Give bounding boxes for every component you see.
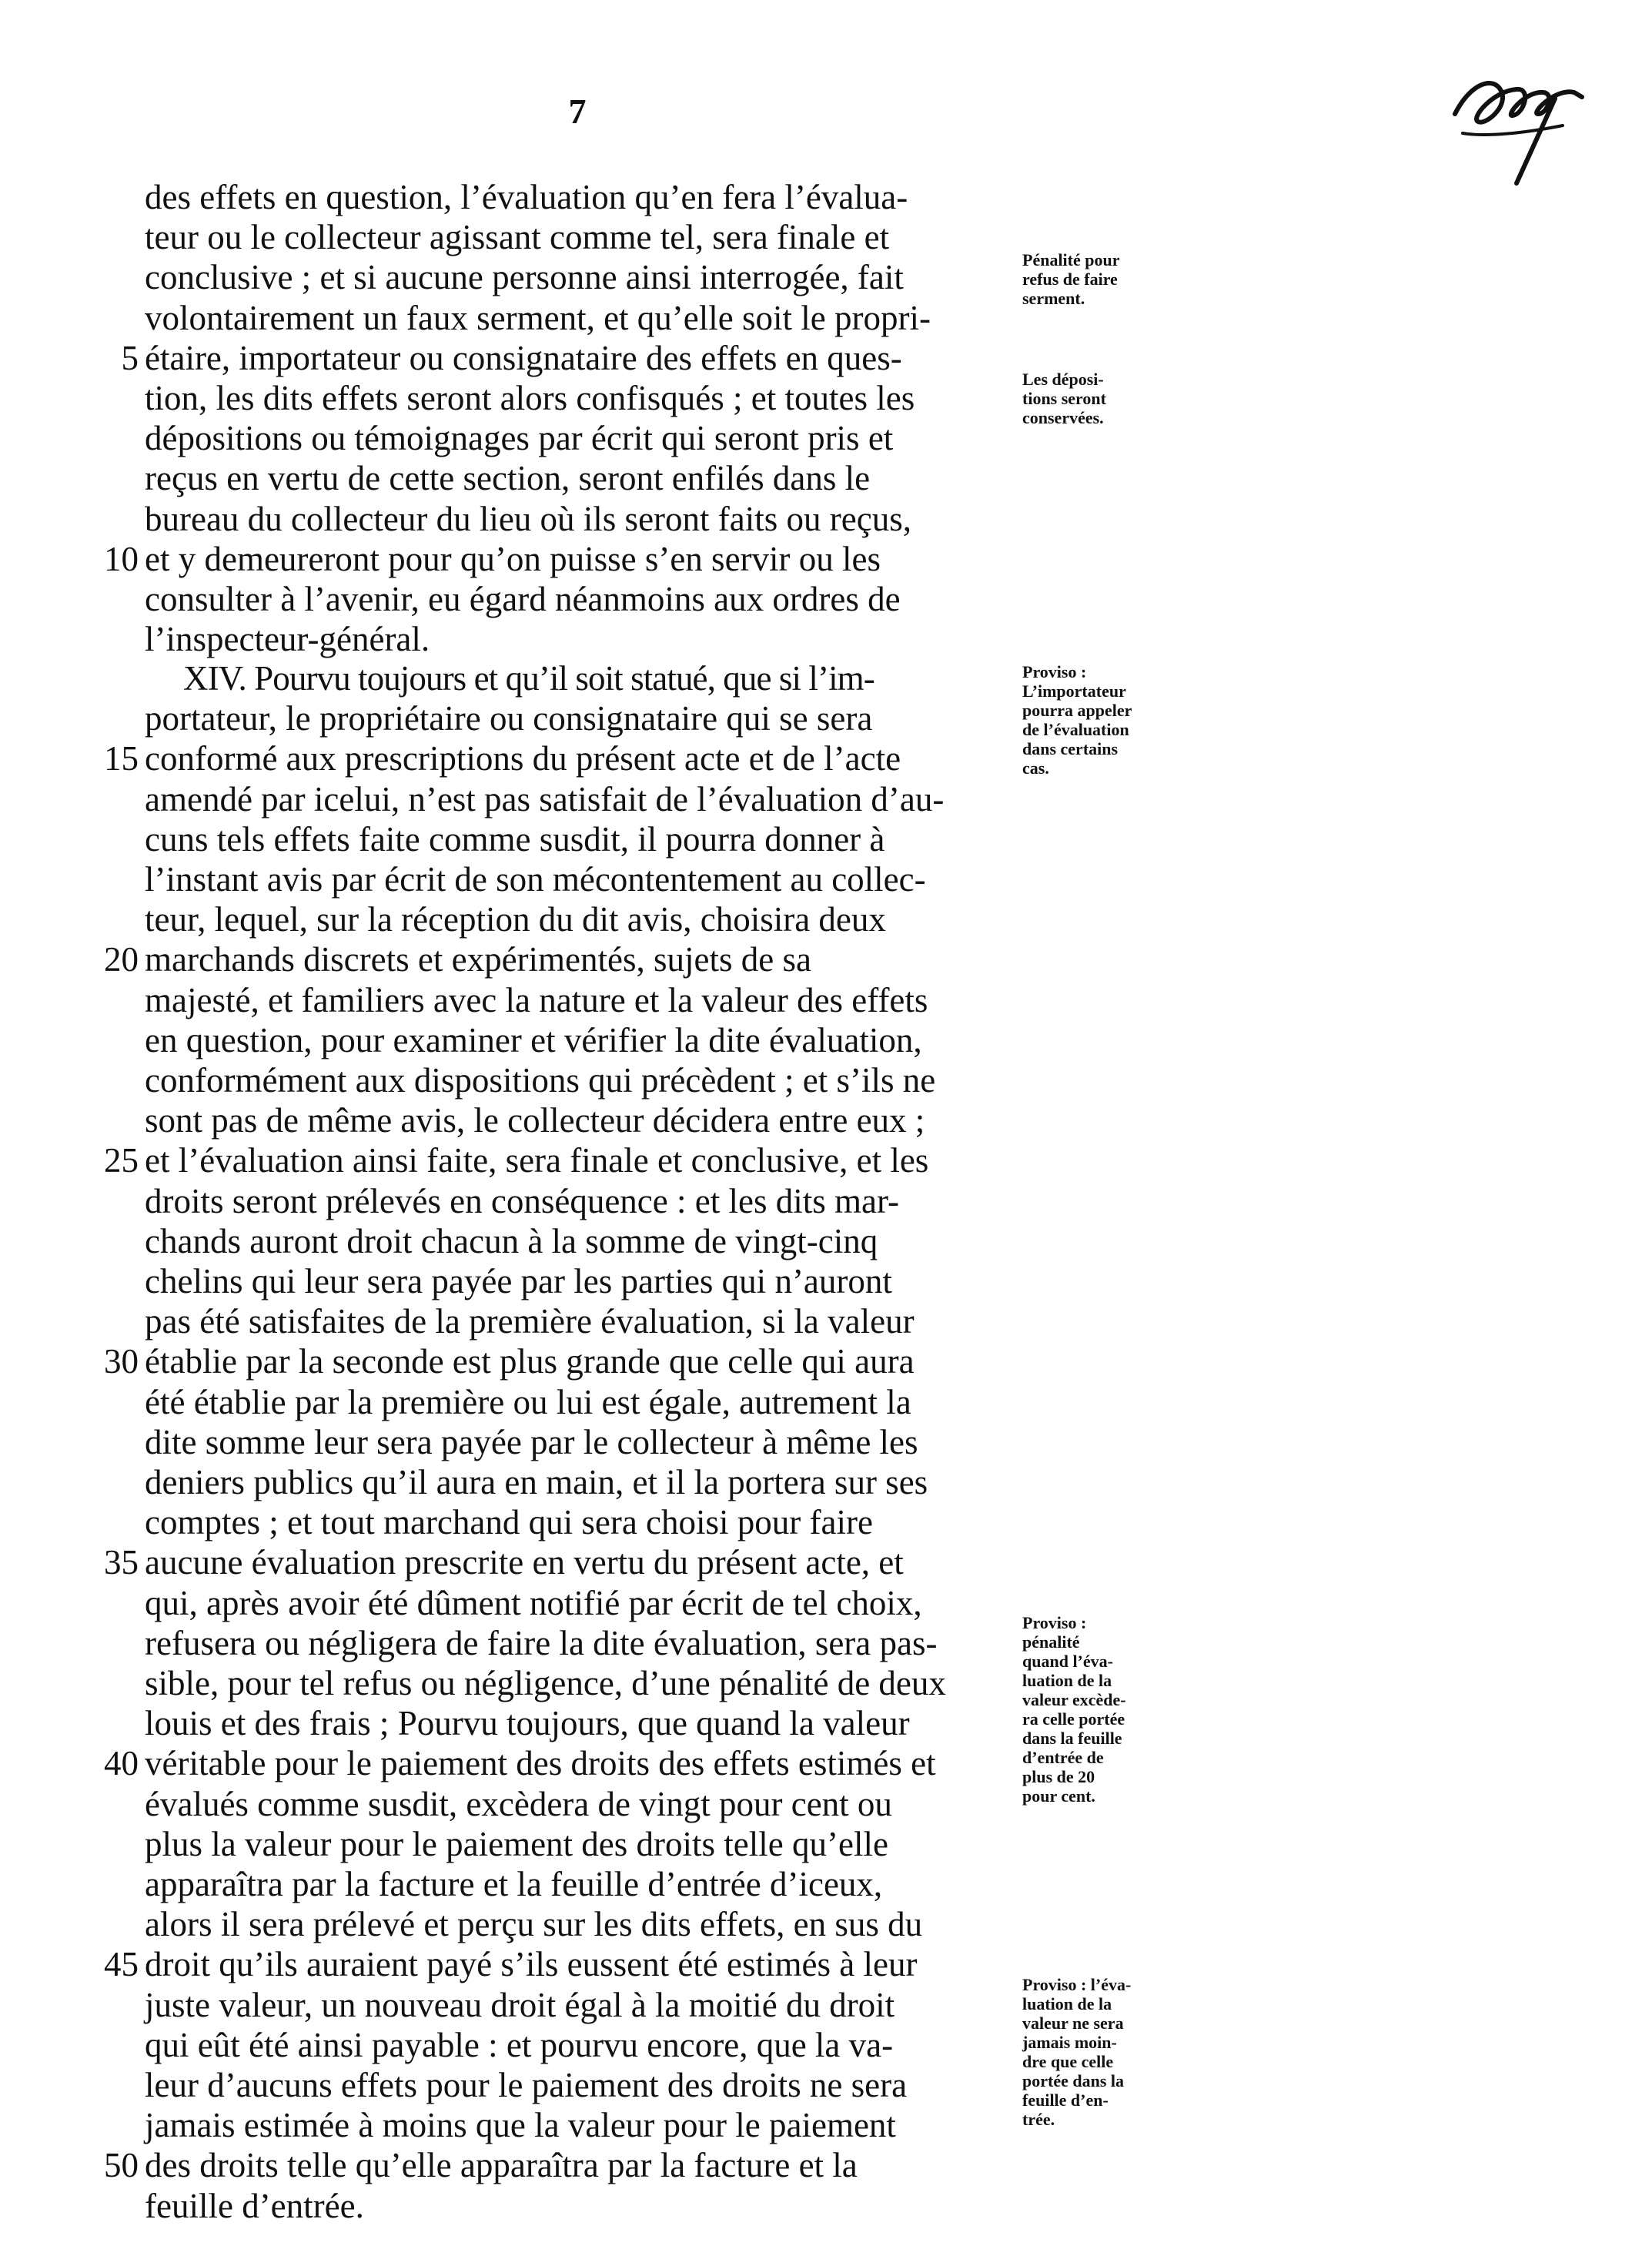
line-number <box>54 1060 139 1100</box>
marginal-note <box>1022 1613 1169 1806</box>
text-line: dépositions ou témoignages par écrit qui seront pris et <box>145 419 894 458</box>
text-line: XIV. Pourvu toujours et qu’il soit statué, que si l’im- <box>183 659 874 698</box>
text-line: reçus en vertu de cette section, seront enfilés dans le <box>145 459 871 498</box>
text-line: conformément aux dispositions qui précèdent ; et s’ils ne <box>145 1061 936 1100</box>
text-line: tion, les dits effets seront alors confisqués ; et toutes les <box>145 379 915 417</box>
line-number: 25 <box>104 1141 139 1180</box>
line-number: 10 <box>104 539 139 578</box>
text-line: teur, lequel, sur la réception du dit avis, choisira deux <box>145 900 886 939</box>
text-line: amendé par icelui, n’est pas satisfait de l’évaluation d’au- <box>145 779 945 818</box>
line-number <box>54 1904 139 1944</box>
text-line: portateur, le propriétaire ou consignataire qui se sera <box>145 699 873 738</box>
line-number <box>54 1824 139 1864</box>
line-number <box>54 1663 139 1703</box>
marginal-note-line: d’entrée de <box>1022 1748 1104 1767</box>
line-number <box>54 579 139 619</box>
line-number: 35 <box>104 1543 139 1582</box>
marginal-note <box>1022 370 1169 427</box>
line-number <box>54 2186 139 2226</box>
marginal-note-line: dans la feuille <box>1022 1729 1122 1748</box>
marginal-note-line: pourra appeler <box>1022 701 1132 720</box>
text-line: aucune évaluation prescrite en vertu du présent acte, et <box>145 1543 904 1582</box>
marginal-note <box>1022 1975 1169 2129</box>
line-number <box>54 458 139 498</box>
text-line: droit qu’ils auraient payé s’ils eussent été estimés à leur <box>145 1945 918 1984</box>
text-line: droits seront prélevés en conséquence : et les dits mar- <box>145 1181 900 1220</box>
text-line: plus la valeur pour le paiement des droits telle qu’elle <box>145 1824 888 1863</box>
line-number <box>54 899 139 939</box>
text-line: en question, pour examiner et vérifier la dite évaluation, <box>145 1020 922 1059</box>
marginal-note-line: serment. <box>1022 289 1085 308</box>
line-number <box>54 1502 139 1542</box>
text-line: évalués comme susdit, excèdera de vingt pour cent ou <box>145 1784 892 1823</box>
text-line: qui, après avoir été dûment notifié par écrit de tel choix, <box>145 1583 922 1622</box>
line-number <box>54 177 139 217</box>
line-number <box>54 1261 139 1301</box>
text-line: chands auront droit chacun à la somme de vingt-cinq <box>145 1221 878 1260</box>
text-line: qui eût été ainsi payable : et pourvu encore, que la va- <box>145 2025 894 2064</box>
marginal-note-line: jamais moin- <box>1022 2033 1117 2052</box>
text-line: sible, pour tel refus ou négligence, d’une pénalité de deux <box>145 1664 946 1702</box>
line-number: 30 <box>104 1342 139 1381</box>
text-line: louis et des frais ; Pourvu toujours, que quand la valeur <box>145 1704 910 1743</box>
marginal-note-line: portée dans la <box>1022 2071 1124 2090</box>
line-number <box>54 779 139 819</box>
line-number <box>54 1864 139 1904</box>
line-number <box>54 378 139 418</box>
marginal-note-line: luation de la <box>1022 1671 1112 1690</box>
line-number <box>54 1100 139 1140</box>
line-number: 50 <box>104 2146 139 2185</box>
marginal-note-line: Pénalité pour <box>1022 250 1120 269</box>
line-number <box>54 217 139 257</box>
line-number <box>54 298 139 338</box>
marginal-note-line: feuille d’en- <box>1022 2090 1109 2110</box>
text-line: des droits telle qu’elle apparaîtra par la facture et la <box>145 2146 858 2185</box>
line-number <box>54 499 139 539</box>
line-number: 5 <box>121 338 139 377</box>
text-line: feuille d’entrée. <box>145 2186 364 2225</box>
marginal-note-line: dans certains <box>1022 739 1119 758</box>
line-number <box>54 1301 139 1341</box>
line-number <box>54 1181 139 1221</box>
text-line: jamais estimée à moins que la valeur pour le paiement <box>145 2106 896 2145</box>
line-number <box>54 619 139 659</box>
marginal-note-line: L’importateur <box>1022 681 1126 701</box>
handwritten-signature-icon <box>1440 60 1593 206</box>
text-line: teur ou le collecteur agissant comme tel, sera finale et <box>145 218 890 257</box>
marginal-note-line: ra celle portée <box>1022 1709 1125 1729</box>
line-number <box>54 698 139 738</box>
text-line: majesté, et familiers avec la nature et la valeur des effets <box>145 980 928 1019</box>
text-line: pas été satisfaites de la première évaluation, si la valeur <box>145 1302 915 1341</box>
line-number <box>54 1020 139 1060</box>
line-number: 15 <box>104 739 139 778</box>
line-number <box>54 257 139 297</box>
line-number <box>54 2105 139 2145</box>
marginal-note-line: Proviso : l’éva- <box>1022 1975 1132 1994</box>
marginal-note-line: conservées. <box>1022 408 1104 427</box>
text-line: comptes ; et tout marchand qui sera choisi pour faire <box>145 1503 873 1542</box>
marginal-note <box>1022 250 1169 308</box>
marginal-note <box>1022 662 1169 778</box>
line-number: 45 <box>104 1945 139 1984</box>
text-line: consulter à l’avenir, eu égard néanmoins aux ordres de <box>145 580 901 618</box>
text-line: l’inspecteur-général. <box>145 620 430 659</box>
line-number <box>54 1583 139 1623</box>
text-line: des effets en question, l’évaluation qu’en fera l’évalua- <box>145 178 908 216</box>
text-line: marchands discrets et expérimentés, sujets de sa <box>145 940 811 979</box>
text-line: bureau du collecteur du lieu où ils seront faits ou reçus, <box>145 499 911 538</box>
text-line: juste valeur, un nouveau droit égal à la moitié du droit <box>145 1985 895 2024</box>
text-line: dite somme leur sera payée par le collecteur à même les <box>145 1422 918 1461</box>
text-line: établie par la seconde est plus grande que celle qui aura <box>145 1342 915 1381</box>
text-line: véritable pour le paiement des droits des effets estimés et <box>145 1744 936 1783</box>
text-line: cuns tels effets faite comme susdit, il pourra donner à <box>145 819 885 859</box>
text-line: et y demeureront pour qu’on puisse s’en servir ou les <box>145 539 881 578</box>
text-line: deniers publics qu’il aura en main, et il la portera sur ses <box>145 1463 928 1501</box>
text-line: été établie par la première ou lui est égale, autrement la <box>145 1382 911 1421</box>
marginal-note-line: pour cent. <box>1022 1786 1095 1806</box>
line-number <box>54 859 139 899</box>
line-number: 40 <box>104 1744 139 1783</box>
marginal-note-line: Proviso : <box>1022 662 1087 681</box>
line-number <box>54 1462 139 1502</box>
line-number <box>54 418 139 458</box>
marginal-note-line: cas. <box>1022 758 1049 778</box>
marginal-note-line: luation de la <box>1022 1994 1112 2013</box>
marginal-note-line: refus de faire <box>1022 269 1118 289</box>
line-number <box>54 1623 139 1663</box>
line-number <box>54 1703 139 1743</box>
marginal-note-line: valeur excède- <box>1022 1690 1126 1709</box>
text-line: alors il sera prélevé et perçu sur les dits effets, en sus du <box>145 1905 923 1944</box>
line-number <box>54 819 139 859</box>
line-number <box>54 1422 139 1462</box>
line-number <box>54 2025 139 2065</box>
line-number: 20 <box>104 940 139 979</box>
text-line: chelins qui leur sera payée par les parties qui n’auront <box>145 1262 892 1300</box>
line-number <box>54 980 139 1020</box>
text-line: conclusive ; et si aucune personne ainsi interrogée, fait <box>145 258 904 297</box>
text-line: l’instant avis par écrit de son mécontentement au collec- <box>145 860 926 899</box>
text-line: leur d’aucuns effets pour le paiement des droits ne sera <box>145 2066 908 2104</box>
line-number <box>54 1221 139 1261</box>
line-number <box>54 1784 139 1824</box>
line-number <box>54 1382 139 1422</box>
text-line: refusera ou négligera de faire la dite évaluation, sera pas- <box>145 1623 938 1662</box>
marginal-note-line: trée. <box>1022 2110 1055 2129</box>
text-line: et l’évaluation ainsi faite, sera finale et conclusive, et les <box>145 1141 929 1180</box>
marginal-note-line: Proviso : <box>1022 1613 1087 1632</box>
line-number <box>54 1985 139 2025</box>
text-line: étaire, importateur ou consignataire des effets en ques- <box>145 338 902 377</box>
text-line: conformé aux prescriptions du présent acte et de l’acte <box>145 739 901 778</box>
line-number <box>54 658 139 698</box>
marginal-note-line: plus de 20 <box>1022 1767 1095 1786</box>
text-line: volontairement un faux serment, et qu’elle soit le propri- <box>145 298 931 337</box>
marginal-note-line: Les déposi- <box>1022 370 1104 389</box>
line-number <box>54 2065 139 2105</box>
marginal-note-line: de l’évaluation <box>1022 720 1129 739</box>
text-line: apparaîtra par la facture et la feuille d’entrée d’iceux, <box>145 1865 883 1903</box>
text-line: sont pas de même avis, le collecteur décidera entre eux ; <box>145 1101 925 1140</box>
marginal-note-line: valeur ne sera <box>1022 2013 1124 2033</box>
marginal-note-line: dre que celle <box>1022 2052 1114 2071</box>
marginal-note-line: quand l’éva- <box>1022 1652 1113 1671</box>
marginal-note-line: pénalité <box>1022 1632 1080 1652</box>
marginal-note-line: tions seront <box>1022 389 1106 408</box>
page-number: 7 <box>568 92 587 131</box>
